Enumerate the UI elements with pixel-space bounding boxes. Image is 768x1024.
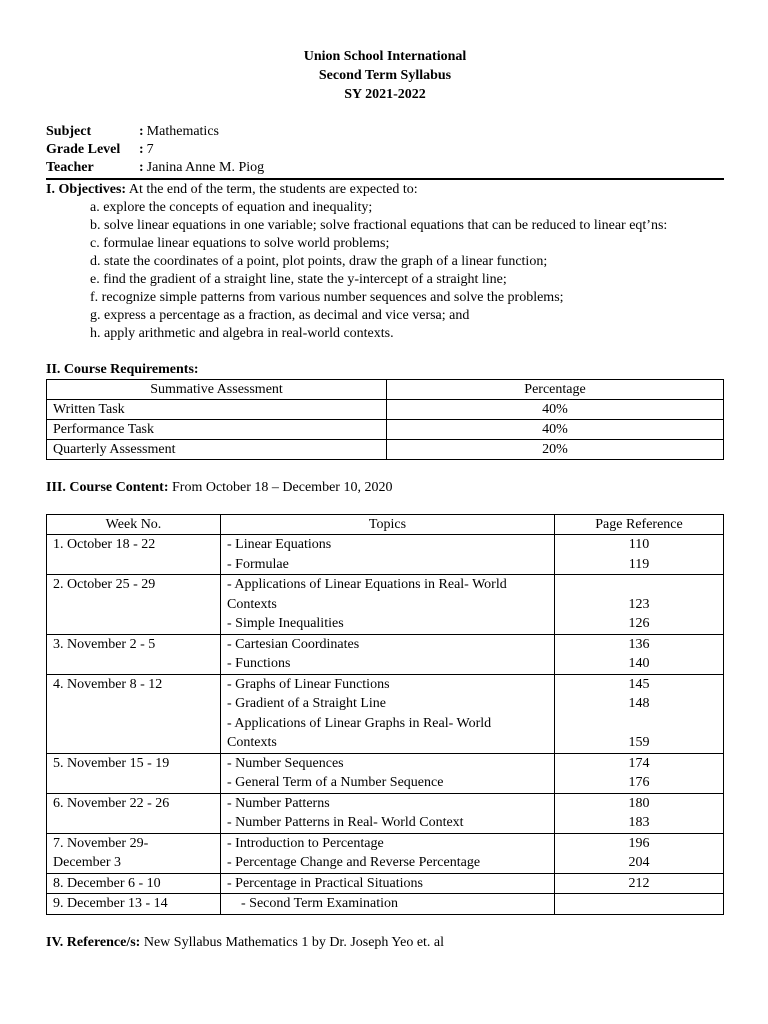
objectives-intro: At the end of the term, the students are expected to:	[128, 182, 418, 197]
table-row	[47, 793, 724, 833]
info-value: 7	[146, 142, 154, 157]
table-row	[47, 674, 724, 753]
topic-line: - Applications of Linear Equations in Real- World	[227, 577, 507, 592]
week-line: 5. November 15 - 19	[53, 755, 170, 771]
table-row	[47, 634, 724, 674]
requirements-header-row	[47, 380, 724, 400]
week-line: 2. October 25 - 29	[53, 577, 156, 592]
table-row	[47, 873, 724, 894]
document-header	[46, 47, 724, 104]
reference-line	[46, 934, 724, 952]
objectives-heading: I. Objectives:	[46, 182, 127, 197]
course-content-heading: III. Course Content:	[46, 480, 169, 495]
table-row	[47, 440, 724, 460]
table-row	[47, 894, 724, 915]
topics-cell	[221, 873, 555, 894]
objective-item: f. recognize simple patterns from various number sequences and solve the problems;	[90, 290, 564, 305]
week-cell	[47, 634, 221, 674]
week-line: 7. November 29-	[53, 835, 149, 851]
objective-item: g. express a percentage as a fraction, as decimal and vice versa; and	[90, 308, 470, 323]
page-reference-cell	[555, 833, 724, 873]
course-content-table	[46, 514, 724, 915]
topic-line: - Functions	[227, 656, 291, 671]
topic-line: Contexts	[227, 735, 277, 750]
objective-item: d. state the coordinates of a point, plot points, draw the graph of a linear function;	[90, 254, 548, 269]
assessment-name: Quarterly Assessment	[47, 440, 387, 460]
page-number	[561, 714, 717, 734]
info-colon: :	[139, 124, 144, 139]
page-number: 180	[628, 795, 650, 811]
topic-line: - Formulae	[227, 556, 289, 572]
syllabus-page	[46, 0, 724, 952]
page-number: 212	[628, 875, 650, 891]
page-reference-cell	[555, 894, 724, 915]
topics-cell	[221, 674, 555, 753]
objective-item: c. formulae linear equations to solve world problems;	[90, 236, 390, 251]
info-row-teacher	[46, 159, 724, 177]
topic-line: - Number Patterns	[227, 795, 330, 811]
objectives-heading-line	[46, 181, 724, 199]
info-label: Subject	[46, 124, 92, 139]
page-number: 140	[628, 656, 650, 671]
table-row	[47, 420, 724, 440]
column-header: Week No.	[47, 515, 221, 535]
reference-text: New Syllabus Mathematics 1 by Dr. Joseph Yeo et. al	[143, 934, 445, 950]
week-line: 1. October 18 - 22	[53, 537, 156, 552]
info-label: Grade Level	[46, 142, 121, 157]
table-row	[47, 833, 724, 873]
page-number: 196	[628, 835, 650, 851]
course-content-heading-line	[46, 479, 724, 497]
objective-item: b. solve linear equations in one variable; solve fractional equations that can be reduced to linear eqt’ns:	[90, 218, 668, 233]
page-number: 119	[628, 556, 650, 572]
reference-heading: IV. Reference/s:	[46, 934, 141, 950]
column-header: Topics	[221, 515, 555, 535]
week-line: December 3	[53, 855, 122, 870]
page-number: 159	[628, 735, 650, 750]
topics-cell	[221, 535, 555, 575]
topic-line: - Cartesian Coordinates	[227, 636, 360, 652]
topics-cell	[221, 634, 555, 674]
info-colon: :	[139, 142, 144, 157]
page-number: 145	[628, 676, 650, 692]
requirements-table	[46, 379, 724, 460]
page-number: 176	[628, 775, 650, 790]
page-number: 123	[628, 596, 650, 612]
page-number	[561, 575, 717, 595]
week-cell	[47, 894, 221, 915]
table-row	[47, 575, 724, 635]
page-reference-cell	[555, 793, 724, 833]
topics-cell	[221, 575, 555, 635]
week-line: 6. November 22 - 26	[53, 795, 170, 811]
info-row-subject	[46, 123, 724, 141]
page-reference-cell	[555, 674, 724, 753]
objective-item: e. find the gradient of a straight line, state the y-intercept of a straight line;	[90, 272, 507, 287]
page-number: 148	[628, 696, 650, 711]
requirements-heading: II. Course Requirements:	[46, 362, 199, 377]
topic-line: - Percentage Change and Reverse Percentage	[227, 855, 481, 870]
topic-line: - Percentage in Practical Situations	[227, 875, 423, 891]
topic-line: - Introduction to Percentage	[227, 835, 384, 851]
objectives-section	[46, 181, 724, 343]
info-colon: :	[139, 160, 144, 175]
page-reference-cell	[555, 535, 724, 575]
assessment-percentage: 40%	[387, 420, 724, 440]
week-line: 9. December 13 - 14	[53, 896, 168, 911]
page-number: 136	[628, 636, 650, 652]
week-cell	[47, 575, 221, 635]
assessment-name: Written Task	[47, 400, 387, 420]
table-row	[47, 753, 724, 793]
column-header: Page Reference	[555, 515, 724, 535]
page-number: 174	[628, 755, 650, 771]
document-title: Second Term Syllabus	[318, 68, 452, 83]
page-number	[561, 894, 717, 914]
topic-line: - Simple Inequalities	[227, 616, 344, 631]
assessment-percentage: 20%	[387, 440, 724, 460]
topic-line: - Number Sequences	[227, 755, 344, 771]
page-reference-cell	[555, 575, 724, 635]
school-year: SY 2021-2022	[344, 87, 426, 102]
topic-line: - Number Patterns in Real- World Context	[227, 815, 464, 830]
topics-cell	[221, 833, 555, 873]
week-cell	[47, 833, 221, 873]
content-header-row	[47, 515, 724, 535]
topics-cell	[221, 793, 555, 833]
column-header: Percentage	[387, 380, 724, 400]
course-info	[46, 123, 724, 180]
week-cell	[47, 793, 221, 833]
objective-item: a. explore the concepts of equation and inequality;	[90, 200, 373, 215]
week-cell	[47, 674, 221, 753]
info-label: Teacher	[46, 160, 94, 175]
school-name: Union School International	[303, 49, 467, 64]
page-number: 183	[628, 815, 650, 830]
assessment-percentage: 40%	[387, 400, 724, 420]
topic-line: Contexts	[227, 596, 277, 612]
page-number: 204	[628, 855, 650, 870]
topic-line: - General Term of a Number Sequence	[227, 775, 444, 790]
page-number: 110	[628, 537, 650, 552]
week-cell	[47, 535, 221, 575]
table-row	[47, 535, 724, 575]
week-cell	[47, 753, 221, 793]
table-row	[47, 400, 724, 420]
topic-line: - Second Term Examination	[227, 896, 399, 911]
topic-line: - Linear Equations	[227, 537, 332, 552]
info-row-grade-level	[46, 141, 724, 159]
objective-item: h. apply arithmetic and algebra in real-world contexts.	[90, 326, 394, 341]
course-content-range: From October 18 – December 10, 2020	[172, 480, 393, 495]
week-cell	[47, 873, 221, 894]
objectives-list	[46, 199, 724, 343]
assessment-name: Performance Task	[47, 420, 387, 440]
topic-line: - Applications of Linear Graphs in Real- World	[227, 715, 492, 731]
topic-line: - Gradient of a Straight Line	[227, 696, 387, 711]
info-value: Mathematics	[146, 124, 219, 139]
column-header: Summative Assessment	[47, 380, 387, 400]
topics-cell	[221, 753, 555, 793]
page-reference-cell	[555, 634, 724, 674]
topics-cell	[221, 894, 555, 915]
week-line: 3. November 2 - 5	[53, 636, 156, 652]
page-reference-cell	[555, 873, 724, 894]
page-number: 126	[628, 616, 650, 631]
topic-line: - Graphs of Linear Functions	[227, 676, 390, 692]
page-reference-cell	[555, 753, 724, 793]
week-line: 4. November 8 - 12	[53, 676, 163, 692]
info-value: Janina Anne M. Piog	[146, 160, 265, 175]
week-line: 8. December 6 - 10	[53, 875, 161, 891]
